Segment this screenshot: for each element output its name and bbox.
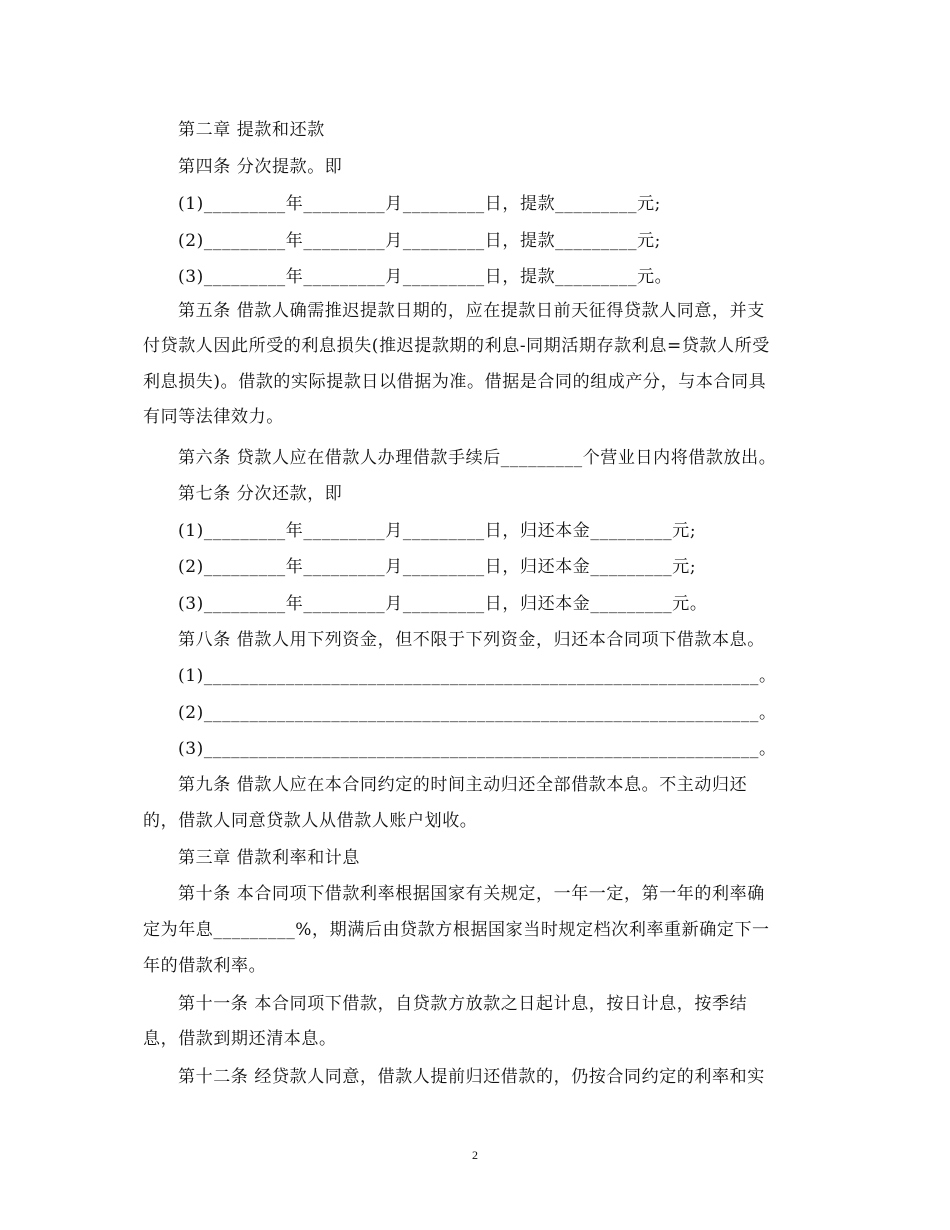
- article-11-line-1: 第十一条 本合同项下借款，自贷款方放款之日起计息，按日计息，按季结: [178, 994, 748, 1014]
- article-8-heading: 第八条 借款人用下列资金，但不限于下列资金，归还本合同项下借款本息。: [178, 630, 765, 650]
- fund-source-item-2: (2)_____________________________________________________________。: [178, 703, 777, 723]
- repayment-item-2: (2)_________年_________月_________日，归还本金_________元;: [178, 557, 697, 577]
- article-9-line-2: 的，借款人同意贷款人从借款人账户划收。: [143, 811, 478, 831]
- drawdown-item-3: (3)_________年_________月_________日，提款_________元。: [178, 267, 673, 287]
- article-9-line-1: 第九条 借款人应在本合同约定的时间主动归还全部借款本息。不主动归还: [178, 775, 748, 795]
- article-4-heading: 第四条 分次提款。即: [178, 157, 343, 177]
- repayment-item-3: (3)_________年_________月_________日，归还本金_________元。: [178, 594, 708, 614]
- fund-source-item-1: (1)_____________________________________________________________。: [178, 666, 777, 686]
- chapter-3-heading: 第三章 借款利率和计息: [178, 848, 361, 868]
- article-5-line-2: 付贷款人因此所受的利息损失(推迟提款期的利息-同期活期存款利息=贷款人所受: [143, 336, 770, 356]
- article-6: 第六条 贷款人应在借款人办理借款手续后_________个营业日内将借款放出。: [178, 448, 777, 468]
- article-10-line-3: 年的借款利率。: [143, 956, 267, 976]
- article-7-heading: 第七条 分次还款，即: [178, 484, 343, 504]
- fund-source-item-3: (3)_____________________________________________________________。: [178, 739, 777, 759]
- article-10-line-2: 定为年息_________%，期满后由贷款方根据国家当时规定档次利率重新确定下一: [143, 920, 770, 940]
- article-10-line-1: 第十条 本合同项下借款利率根据国家有关规定，一年一定，第一年的利率确: [178, 884, 765, 904]
- article-5-line-1: 第五条 借款人确需推迟提款日期的，应在提款日前天征得贷款人同意，并支: [178, 301, 765, 321]
- article-5-line-4: 有同等法律效力。: [143, 407, 284, 427]
- article-12-line-1: 第十二条 经贷款人同意，借款人提前归还借款的，仍按合同约定的利率和实: [178, 1067, 765, 1087]
- article-11-line-2: 息，借款到期还清本息。: [143, 1029, 337, 1049]
- drawdown-item-1: (1)_________年_________月_________日，提款_________元;: [178, 194, 662, 214]
- chapter-heading: 第二章 提款和还款: [178, 120, 325, 140]
- repayment-item-1: (1)_________年_________月_________日，归还本金_________元;: [178, 521, 697, 541]
- page-number: 2: [472, 1148, 478, 1162]
- article-5-line-3: 利息损失)。借款的实际提款日以借据为准。借据是合同的组成产分，与本合同具: [143, 372, 767, 392]
- drawdown-item-2: (2)_________年_________月_________日，提款_________元;: [178, 231, 662, 251]
